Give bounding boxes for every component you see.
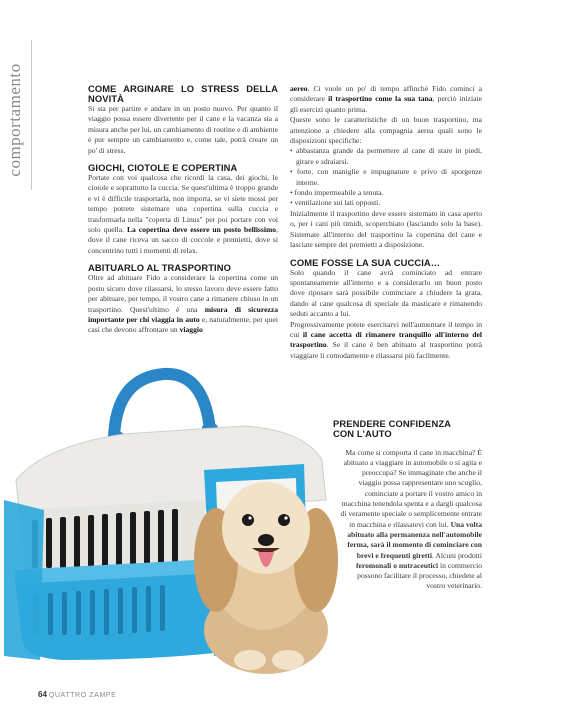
paragraph-stress: Si sta per partire e andare in un posto nuovo. Per quanto il viaggio possa essere divertente per il cane e la vacanza sia a misura anche per lui, un cambiamento di routine e di ambiente è pur sempre un cambiamento e, come tale, potrà creare un po' di stress. — [88, 104, 278, 155]
puppy-carrier-photo — [4, 360, 344, 680]
heading-stress: COME ARGINARE LO STRESS DELLA NOVITÀ — [88, 83, 278, 104]
paragraph-giochi: Portate con voi qualcosa che ricordi la casa, dei giochi, le ciotole e soprattutto la cuccia. Se quest'ultima è troppo grande e vi è difficile trasportarla, non importa, se vi siete mossi per tempo potrete sistemare una copertina sulla cuccia e trasformarla nella "coperta di Linus" per poi portare con voi solo quella. La copertina deve essere un posto bellissimo, dove il cane riceva un sacco di coccole e premietti, dove si concentrino tutti i momenti di relax. — [88, 173, 278, 255]
article-column-1 — [88, 84, 278, 336]
heading-auto-line2: CON L'AUTO — [333, 428, 392, 439]
page-number: 64 — [38, 690, 47, 699]
article-column-2 — [290, 84, 482, 361]
side-divider — [31, 40, 32, 190]
section-label-text: comportamento — [5, 63, 24, 177]
heading-cuccia: COME FOSSE LA SUA CUCCIA… — [290, 256, 441, 268]
page-footer — [38, 690, 116, 699]
paragraph-auto: Ma come si comporta il cane in macchina? È abituato a viaggiare in automobile o si agita e preoccupa? Se immaginate che anche il viaggio possa rappresentare uno scoglio, cominciate a portare il vostro amico in macchina tenendola spenta e a dargli qualcosa di veramente speciale o semplicemente entrate in macchina e rilassatevi con lui. Una volta abituato alla permanenza nell'automobile ferma, sarà il momento di cominciare con brevi e frequenti giretti. Alcuni prodotti feromonali o nutraceutici in commercio possono facilitare il processo, chiedete al vostro veterinario. — [340, 447, 482, 591]
list-item: • abbastanza grande da permettere al cane di stare in piedi, girare e sdraiarsi. — [290, 146, 482, 166]
paragraph-trasportino: Oltre ad abituare Fido a considerare la copertina come un posto sicuro dove rilassarsi, lo stesso lavoro deve essere fatto per abituare, per tempo, il vostro cane a rimanere chiuso in un trasportino. Quest'ultimo è una misura di sicurezza importante per chi viaggia in auto e, naturalmente, per quei casi che devono affrontare un viaggio — [88, 273, 278, 335]
paragraph-caratteristiche: Queste sono le caratteristiche di un buon trasportino, ma attenzione a chiedere alla compagnia aerea quali sono le disposizioni specifiche: — [290, 115, 482, 146]
list-item: • forte, con maniglie e impugnature e privo di sporgenze interne. — [290, 167, 482, 187]
paragraph-cuccia: Solo quando il cane avrà cominciato ad entrare spontaneamente all'interno e a considerarlo un buon posto dove riposare sarà possibile cominciare a chiudere la grata, dando al cane qualcosa di speciale da masticare e rimanendo seduti accanto a lui. — [290, 267, 482, 319]
list-item: • ventilazione sui lati opposti. — [290, 198, 381, 208]
section-label — [2, 40, 28, 200]
heading-auto-line1: PRENDERE CONFIDENZA — [333, 418, 452, 429]
heading-trasportino: ABITUARLO AL TRASPORTINO — [88, 262, 232, 274]
magazine-name: QUATTRO ZAMPE — [48, 692, 117, 699]
heading-giochi: GIOCHI, CIOTOLE E COPERTINA — [88, 162, 238, 174]
heading-auto — [333, 419, 483, 439]
paragraph-progressivamente: Progressivamente potete esercitarvi nell'aumentare il tempo in cui il cane accetta di rimanere tranquillo all'interno del trasportino. Se il cane è ben abituato al trasportino potrà viaggiare li comodamente e rilassarsi più facilmente. — [290, 319, 482, 360]
paragraph-inizialmente: Inizialmente il trasportino deve essere sistemato in casa aperto o, per i cani più timidi, scoperchiato (lasciando solo la base). Sistemate all'interno del trasportino la copertina del cane e lasciate sempre dei premietti a disposizione. — [290, 208, 482, 250]
list-item: • fondo impermeabile a tenuta. — [290, 188, 384, 198]
paragraph-aereo: aereo. Ci vuole un po' di tempo affinché Fido cominci a considerare il trasportino come la sua tana, perciò iniziate gli esercizi quanto prima. — [290, 84, 482, 114]
